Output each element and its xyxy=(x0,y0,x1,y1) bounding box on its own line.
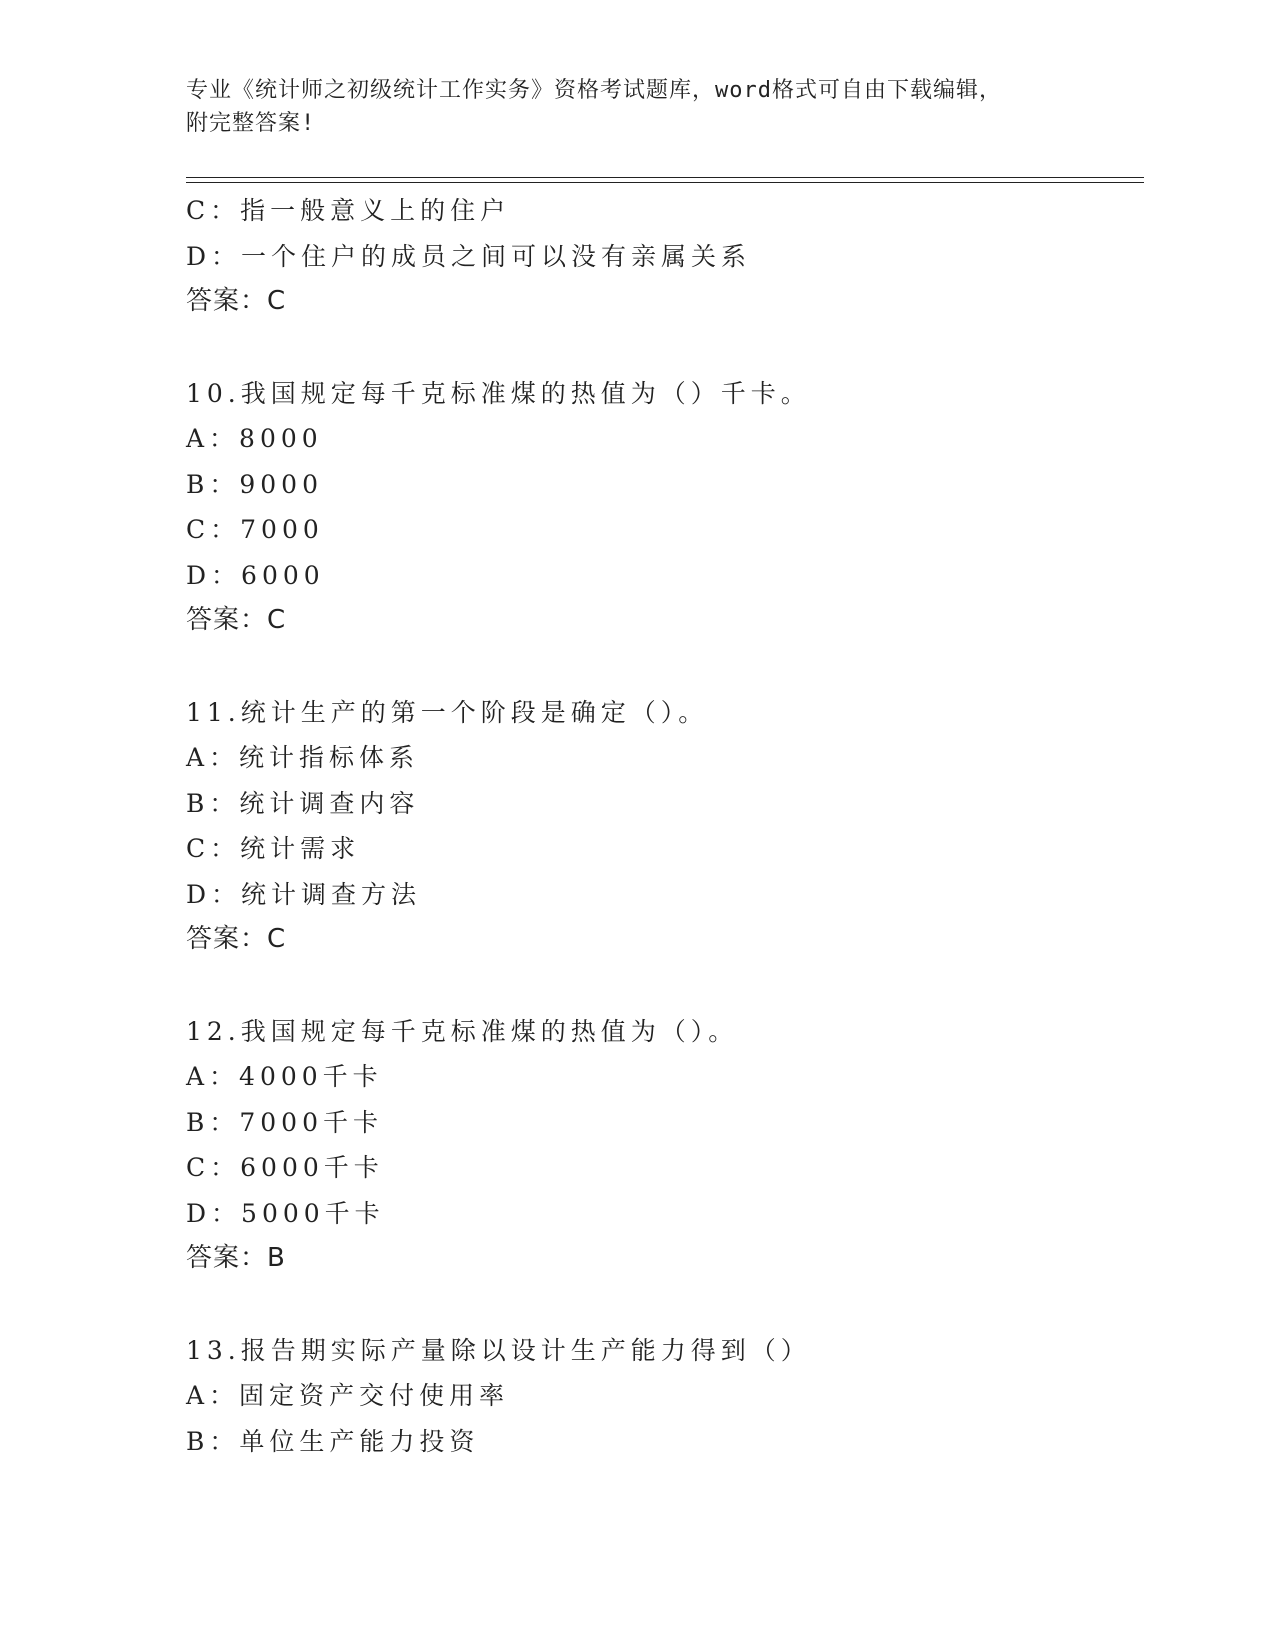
option-b: B：9000 xyxy=(186,469,323,499)
option-b: B：7000千卡 xyxy=(186,1107,383,1137)
answer-line: 答案：C xyxy=(186,924,287,954)
question-list xyxy=(186,188,1136,1464)
option-d: D：一个住户的成员之间可以没有亲属关系 xyxy=(186,241,752,271)
answer-line: 答案：C xyxy=(186,605,287,635)
option-d: D：6000 xyxy=(186,560,325,590)
header-line-2: 附完整答案! xyxy=(186,111,316,136)
option-c: C：7000 xyxy=(186,515,324,544)
question-text: 12.我国规定每千克标准煤的热值为（）。 xyxy=(186,1016,739,1046)
question-text: 11.统计生产的第一个阶段是确定（）。 xyxy=(186,697,709,727)
answer-line: 答案：B xyxy=(186,1243,286,1273)
option-d: D：统计调查方法 xyxy=(186,879,422,909)
header-divider-top xyxy=(186,177,1144,178)
document-header xyxy=(186,74,1066,140)
question-text: 10.我国规定每千克标准煤的热值为（）千卡。 xyxy=(186,378,811,408)
option-b: B：单位生产能力投资 xyxy=(186,1426,480,1456)
question-13 xyxy=(186,1328,1136,1465)
question-10 xyxy=(186,371,1136,644)
question-text: 13.报告期实际产量除以设计生产能力得到（） xyxy=(186,1335,811,1365)
option-d: D：5000千卡 xyxy=(186,1198,385,1228)
option-a: A：4000千卡 xyxy=(186,1062,383,1091)
option-c: C：统计需求 xyxy=(186,834,361,863)
header-line-1: 专业《统计师之初级统计工作实务》资格考试题库，word格式可自由下载编辑， xyxy=(186,78,1002,103)
option-c: C：指一般意义上的住户 xyxy=(186,196,511,225)
answer-line: 答案：C xyxy=(186,286,287,316)
option-b: B：统计调查内容 xyxy=(186,788,420,818)
option-a: A：统计指标体系 xyxy=(186,743,420,772)
option-c: C：6000千卡 xyxy=(186,1153,384,1182)
question-12 xyxy=(186,1009,1136,1282)
option-a: A：固定资产交付使用率 xyxy=(186,1381,510,1410)
question-9-partial xyxy=(186,188,1136,325)
question-11 xyxy=(186,690,1136,963)
header-divider-bottom xyxy=(186,182,1144,183)
option-a: A：8000 xyxy=(186,424,323,453)
